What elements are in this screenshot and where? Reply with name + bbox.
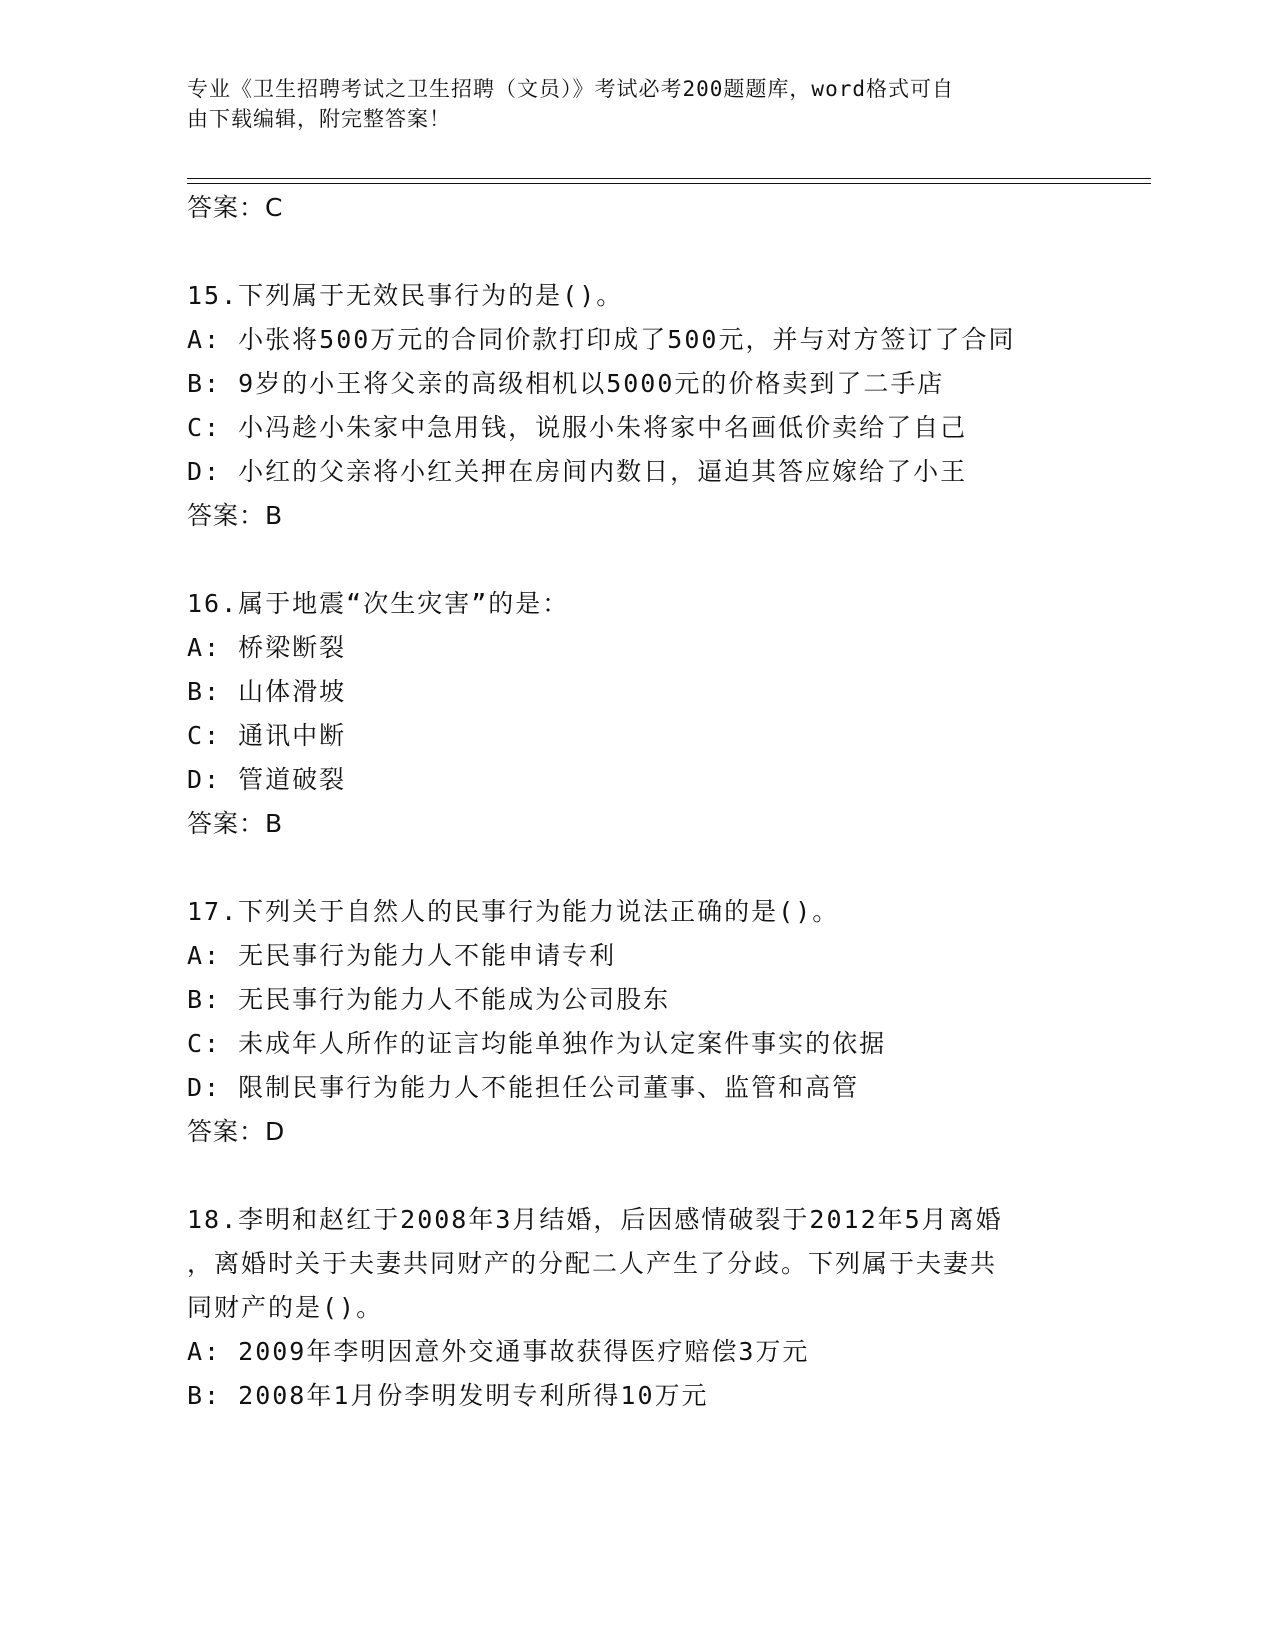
answer-option: D: 限制民事行为能力人不能担任公司董事、监管和高管 [187, 1073, 860, 1102]
answer-option: A: 2009年李明因意外交通事故获得医疗赔偿3万元 [187, 1337, 810, 1366]
question-stem: 16.属于地震“次生灾害”的是： [187, 589, 570, 618]
answer-option: C: 通讯中断 [187, 721, 347, 750]
answer-option: B: 无民事行为能力人不能成为公司股东 [187, 985, 671, 1014]
document-header [187, 74, 1067, 134]
answer-label: 答案：B [187, 501, 284, 530]
header-line: 由下载编辑，附完整答案！ [187, 107, 451, 131]
answer-option: A: 无民事行为能力人不能申请专利 [187, 941, 617, 970]
header-divider [187, 183, 1151, 184]
answer-option: A: 小张将500万元的合同价款打印成了500元，并与对方签订了合同 [187, 325, 1016, 354]
answer-option: D: 小红的父亲将小红关押在房间内数日，逼迫其答应嫁给了小王 [187, 457, 968, 486]
answer-option: D: 管道破裂 [187, 765, 347, 794]
header-line: 专业《卫生招聘考试之卫生招聘（文员）》考试必考200题题库，word格式可自 [187, 77, 954, 101]
question-stem: ，离婚时关于夫妻共同财产的分配二人产生了分歧。下列属于夫妻共 [187, 1249, 998, 1278]
question-stem: 同财产的是()。 [187, 1293, 384, 1322]
answer-option: C: 未成年人所作的证言均能单独作为认定案件事实的依据 [187, 1029, 887, 1058]
answer-option: C: 小冯趁小朱家中急用钱，说服小朱将家中名画低价卖给了自己 [187, 413, 968, 442]
answer-label: 答案：C [187, 193, 284, 222]
answer-option: B: 山体滑坡 [187, 677, 347, 706]
question-stem: 17.下列关于自然人的民事行为能力说法正确的是()。 [187, 897, 840, 926]
answer-option: A: 桥梁断裂 [187, 633, 347, 662]
answer-label: 答案：D [187, 1117, 286, 1146]
answer-option: B: 9岁的小王将父亲的高级相机以5000元的价格卖到了二手店 [187, 369, 945, 398]
question-stem: 18.李明和赵红于2008年3月结婚，后因感情破裂于2012年5月离婚 [187, 1205, 1003, 1234]
answer-label: 答案：B [187, 809, 284, 838]
answer-option: B: 2008年1月份李明发明专利所得10万元 [187, 1381, 709, 1410]
question-stem: 15.下列属于无效民事行为的是()。 [187, 281, 624, 310]
header-divider [187, 178, 1151, 179]
